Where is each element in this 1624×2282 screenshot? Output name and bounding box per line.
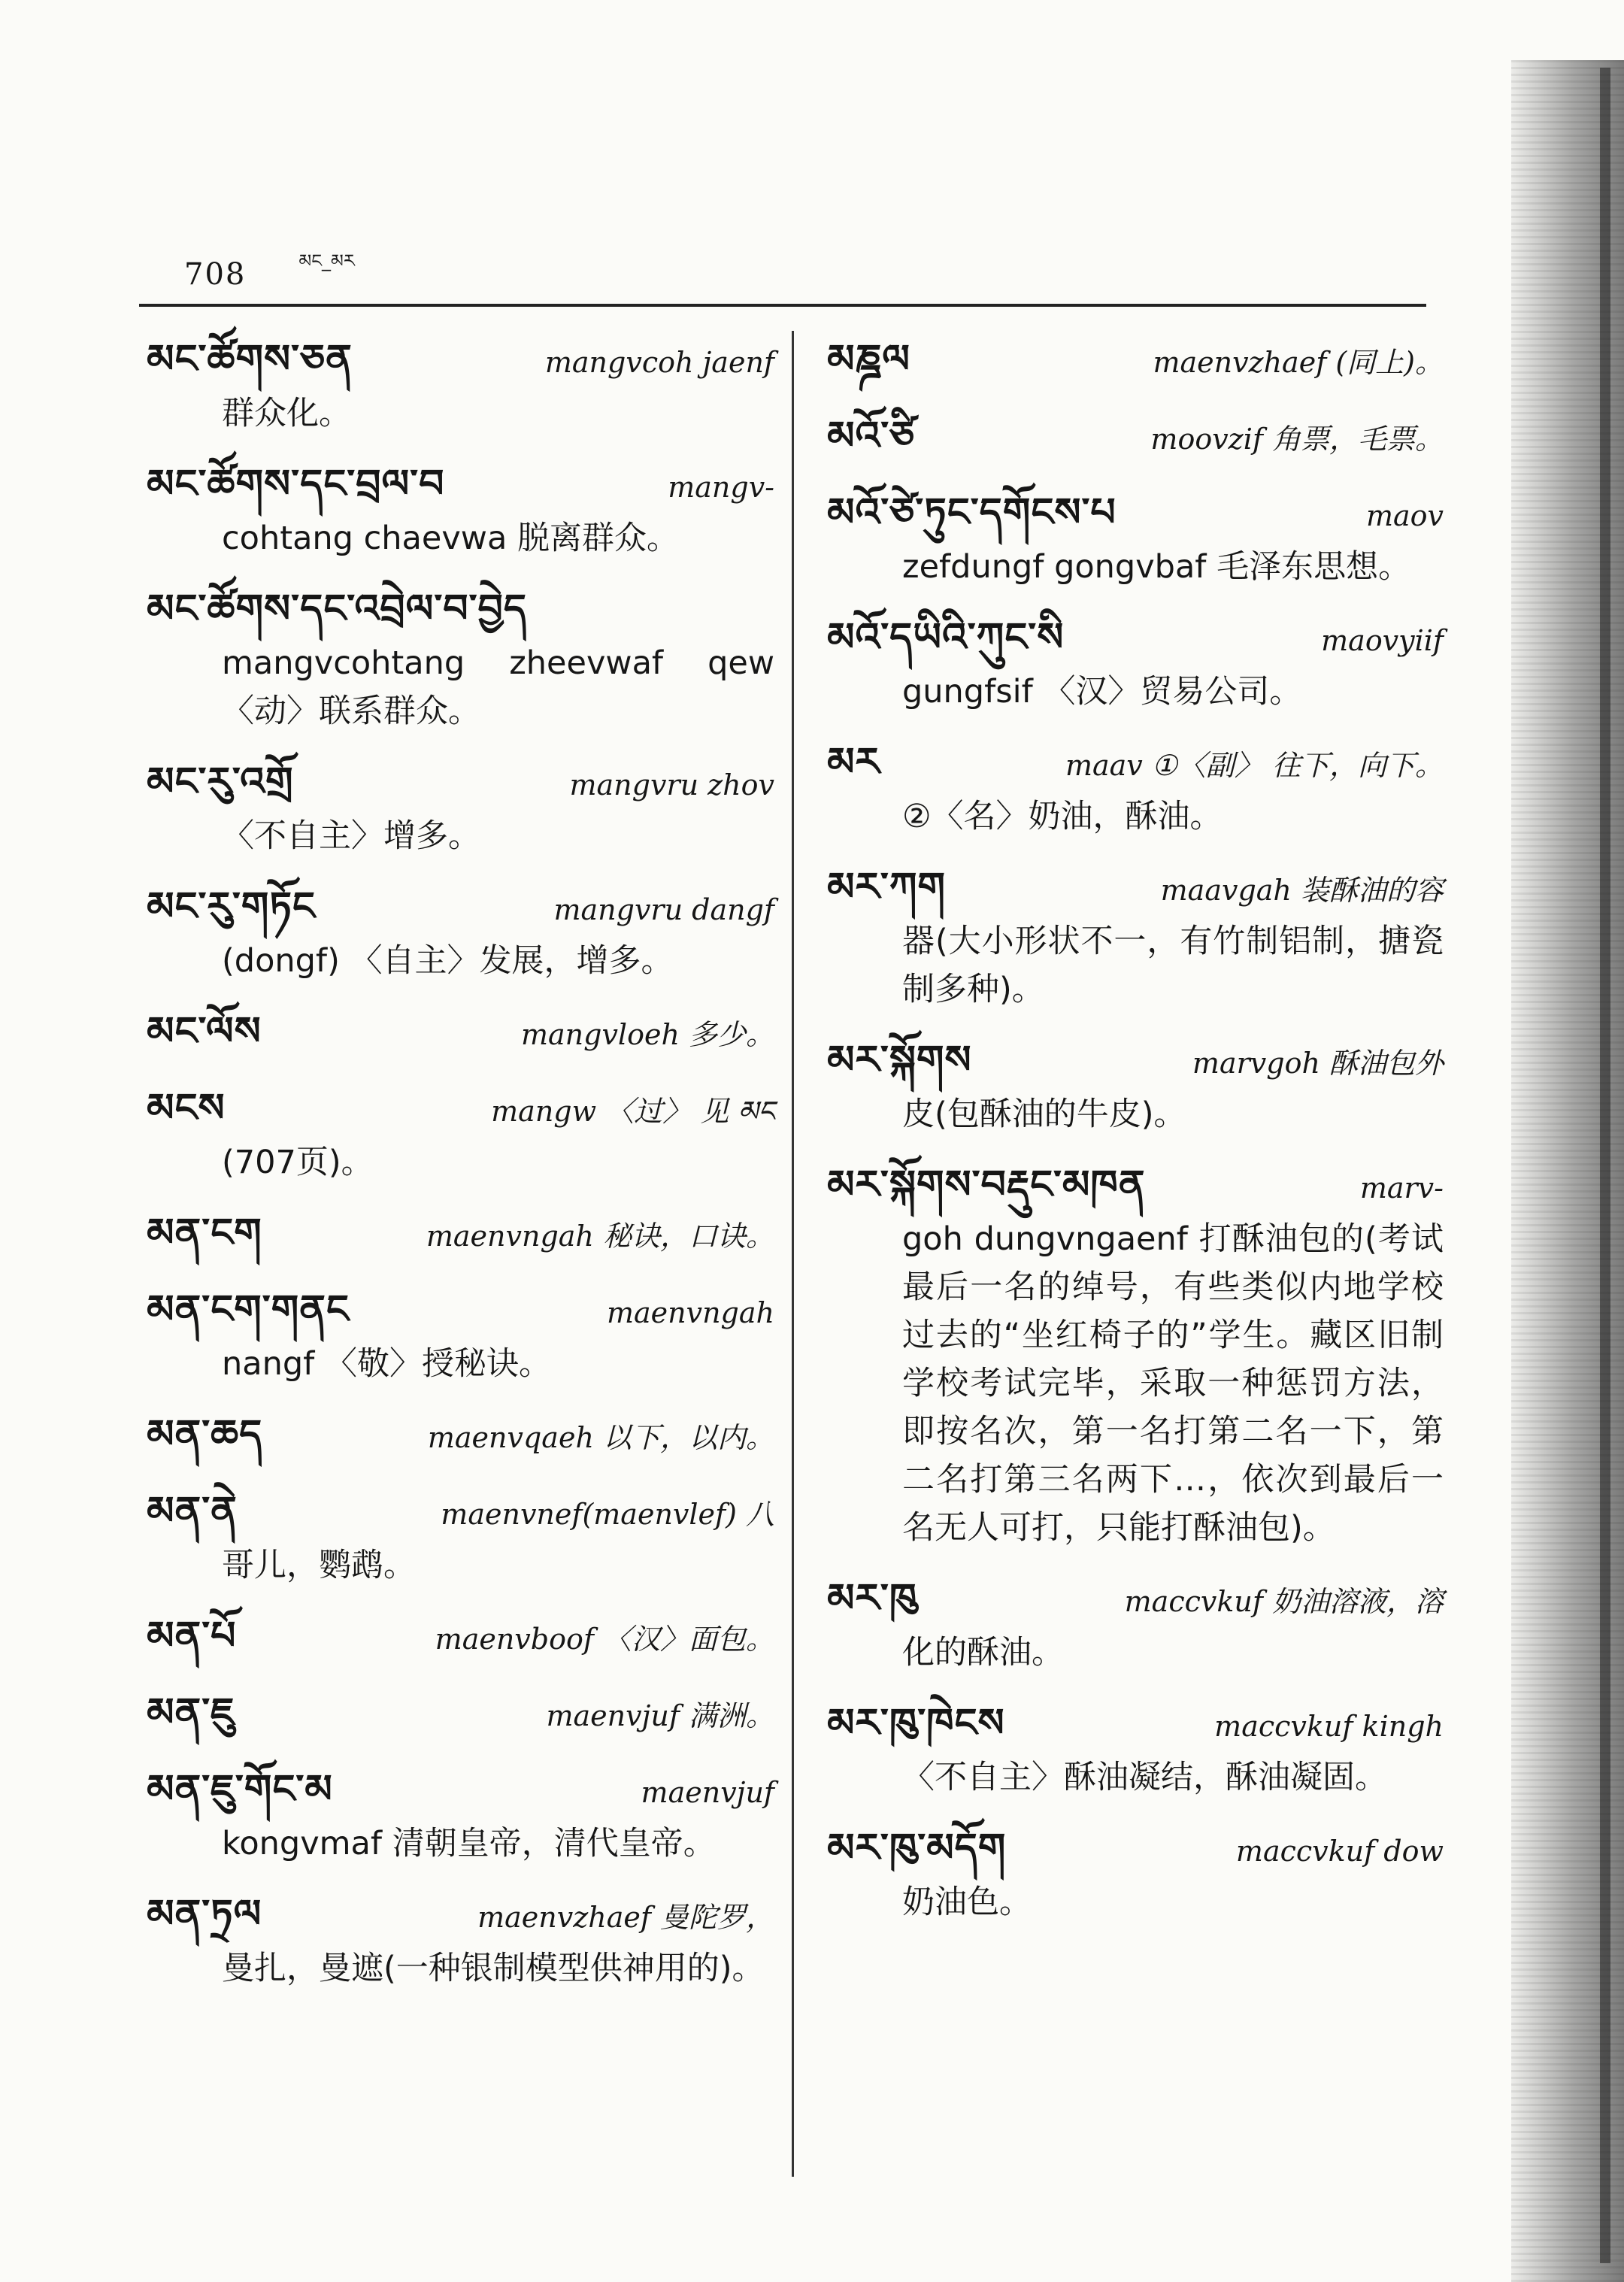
scan-edge-shadow	[1600, 68, 1610, 2263]
entry-head	[147, 1683, 774, 1743]
definition: nangf 〈敬〉授秘诀。	[222, 1345, 551, 1383]
tibetan-headword: མང་ཚོགས་ཅན	[147, 337, 353, 382]
tibetan-headword: མར་སྐོགས	[827, 1038, 972, 1083]
dictionary-entry	[147, 752, 774, 860]
dictionary-entry	[147, 1078, 774, 1186]
definition: 器(大小形状不一，有竹制铝制，搪瓷制多种)。	[902, 923, 1444, 1008]
dictionary-entry	[827, 1818, 1444, 1926]
entry-head	[147, 1884, 774, 1944]
tibetan-headword: མང་ཚོགས་དང་བྲལ་བ	[147, 462, 445, 507]
tibetan-headword: མར་ཁུ་ཁེངས	[827, 1701, 1005, 1746]
definition: (707页)。	[222, 1144, 374, 1181]
definition: 〈不自主〉增多。	[222, 817, 480, 855]
tibetan-headword: མན་པོ	[147, 1614, 237, 1659]
entry-head	[827, 1155, 1444, 1215]
romanization: marv-	[1359, 1171, 1444, 1205]
dictionary-entry	[147, 1606, 774, 1666]
page-number: 708	[184, 257, 247, 292]
dictionary-entry	[147, 1280, 774, 1388]
tibetan-headword: མན་ཆད	[147, 1412, 263, 1457]
dictionary-entry	[827, 1693, 1444, 1802]
definition: gungfsif 〈汉〉贸易公司。	[902, 673, 1302, 711]
dictionary-entry	[147, 877, 774, 985]
definition: ②〈名〉奶油，酥油。	[902, 798, 1223, 835]
tibetan-headword: མཎྜལ	[827, 337, 910, 382]
entry-head	[147, 1203, 774, 1263]
romanization: mangvru zhov	[569, 768, 774, 802]
definition: 〈不自主〉酥油凝结，酥油凝固。	[902, 1759, 1387, 1796]
entry-head	[147, 1405, 774, 1465]
romanization: maccvkuf 奶油溶液，溶	[1124, 1585, 1444, 1618]
column-divider	[792, 331, 794, 2177]
romanization: maccvkuf dow	[1235, 1835, 1444, 1868]
header-rule	[139, 304, 1426, 307]
tibetan-headword: མན་ངག་གནང	[147, 1287, 350, 1332]
romanization: maenvqaeh 以下，以内。	[427, 1421, 774, 1454]
romanization: maavgah 装酥油的容	[1160, 874, 1444, 907]
romanization: maov	[1365, 499, 1444, 532]
definition: goh dungvngaenf 打酥油包的(考试最后一名的绰号，有些类似内地学校过去的“坐红椅子的”学生。藏区旧制学校考试完毕，采取一种惩罚方法，即按名次，第一名打第二名一下，第二名打第三名两下…，依次到最后一名无人可打，只能打酥油包)。	[902, 1220, 1444, 1547]
entry-head	[147, 454, 774, 514]
dictionary-entry	[147, 1759, 774, 1868]
romanization: maenvboof 〈汉〉面包。	[435, 1623, 774, 1656]
romanization: maenvzhaef 曼陀罗，	[477, 1901, 774, 1934]
dictionary-entry	[147, 1683, 774, 1743]
definition: 皮(包酥油的牛皮)。	[902, 1096, 1186, 1133]
entry-head	[827, 406, 1444, 466]
dictionary-entry	[827, 608, 1444, 716]
definition: kongvmaf 清朝皇帝，清代皇帝。	[222, 1825, 716, 1862]
romanization: maav ①〈副〉 往下，向下。	[1065, 749, 1444, 782]
dictionary-entry	[147, 454, 774, 562]
dictionary-entry	[827, 1030, 1444, 1138]
entry-head	[827, 857, 1444, 917]
romanization: moovzif 角票，毛票。	[1150, 423, 1444, 456]
romanization: mangvloeh 多少。	[520, 1018, 774, 1051]
tibetan-headword: མན་ངག	[147, 1211, 262, 1256]
tibetan-headword: མངས	[147, 1086, 226, 1131]
dictionary-entry	[147, 1405, 774, 1465]
dictionary-entry	[827, 483, 1444, 591]
entry-head	[147, 1481, 774, 1541]
tibetan-headword: མར་སྐོགས་བརྡུང་མཁན	[827, 1162, 1146, 1208]
entry-head	[827, 1818, 1444, 1878]
tibetan-headword: མང་རུ་འགྲོ	[147, 759, 294, 805]
romanization: mangv-	[668, 471, 774, 504]
dictionary-entry	[827, 1155, 1444, 1552]
romanization: maovyiif	[1321, 624, 1444, 657]
entry-head	[827, 1030, 1444, 1090]
entry-head	[147, 579, 774, 639]
dictionary-entry	[147, 1203, 774, 1263]
dictionary-entry	[827, 1568, 1444, 1677]
dictionary-entry	[147, 1481, 774, 1590]
entry-head	[147, 1759, 774, 1820]
tibetan-headword: མའོ་དཡིའི་ཀུང་སི	[827, 615, 1065, 660]
entry-head	[147, 877, 774, 937]
tibetan-headword: མར་ཁུ	[827, 1576, 918, 1621]
right-column	[827, 329, 1444, 1943]
romanization: maenvjuf 满洲。	[546, 1699, 774, 1732]
entry-head	[147, 1078, 774, 1138]
romanization: maenvngah	[606, 1296, 774, 1329]
entry-head	[827, 608, 1444, 668]
romanization: maccvkuf kingh	[1214, 1710, 1444, 1743]
romanization: maenvngah 秘诀，口诀。	[426, 1220, 774, 1253]
dictionary-entry	[147, 1884, 774, 1993]
entry-head	[147, 1280, 774, 1340]
romanization: mangw 〈过〉 见 མང	[491, 1095, 774, 1128]
romanization: maenvnef(maenvlef) 八	[441, 1498, 774, 1531]
page-header	[184, 248, 355, 301]
tibetan-headword: མང་ལོས	[147, 1009, 262, 1054]
tibetan-headword: མན་ནེ	[147, 1489, 238, 1534]
dictionary-entry	[147, 579, 774, 735]
dictionary-entry	[827, 329, 1444, 389]
romanization: maenvzhaef (同上)。	[1153, 346, 1444, 379]
romanization: mangvcoh jaenf	[544, 346, 774, 379]
dictionary-entry	[147, 329, 774, 438]
definition: zefdungf gongvbaf 毛泽东思想。	[902, 548, 1411, 586]
entry-head	[827, 329, 1444, 389]
romanization: maenvjuf	[641, 1776, 774, 1809]
left-column	[147, 329, 774, 2009]
dictionary-entry	[827, 857, 1444, 1014]
tibetan-headword: མན་ཏྲལ	[147, 1892, 262, 1937]
entry-head	[827, 1568, 1444, 1629]
tibetan-headword: མའོ་ཙི	[827, 414, 916, 459]
dictionary-entry	[827, 732, 1444, 841]
romanization: mangvru dangf	[553, 893, 774, 926]
entry-head	[827, 732, 1444, 792]
tibetan-headword: མར	[827, 740, 880, 785]
tibetan-headword: མའོ་ཙེ་ཏུང་དགོངས་པ	[827, 490, 1116, 535]
entry-head	[147, 752, 774, 812]
definition: 群众化。	[222, 395, 351, 432]
tibetan-headword: མན་ཇུ	[147, 1690, 235, 1735]
entry-head	[827, 483, 1444, 543]
definition: mangvcohtang zheevwaf qew 〈动〉联系群众。	[222, 644, 774, 730]
dictionary-entry	[147, 1002, 774, 1062]
entry-head	[147, 329, 774, 389]
tibetan-headword: མན་ཇུ་གོང་མ	[147, 1767, 333, 1812]
definition: 奶油色。	[902, 1883, 1032, 1921]
tibetan-headword: མང་ཚོགས་དང་འབྲེལ་བ་བྱེད	[147, 586, 527, 632]
definition: 曼扎，曼遮(一种银制模型供神用的)。	[222, 1950, 765, 1987]
entry-head	[147, 1606, 774, 1666]
dictionary-entry	[827, 406, 1444, 466]
running-head: མང_མར	[298, 250, 355, 271]
romanization: marvgoh 酥油包外	[1192, 1047, 1444, 1080]
tibetan-headword: མར་ཁུ་མདོག	[827, 1826, 1007, 1871]
entry-head	[147, 1002, 774, 1062]
definition: cohtang chaevwa 脱离群众。	[222, 520, 679, 557]
tibetan-headword: མང་རུ་གཏོང	[147, 884, 316, 929]
definition: (dongf) 〈自主〉发展，增多。	[222, 942, 674, 980]
entry-head	[827, 1693, 1444, 1753]
definition: 哥儿，鹦鹉。	[222, 1547, 416, 1584]
tibetan-headword: མར་ཀག	[827, 865, 947, 910]
definition: 化的酥油。	[902, 1634, 1064, 1671]
